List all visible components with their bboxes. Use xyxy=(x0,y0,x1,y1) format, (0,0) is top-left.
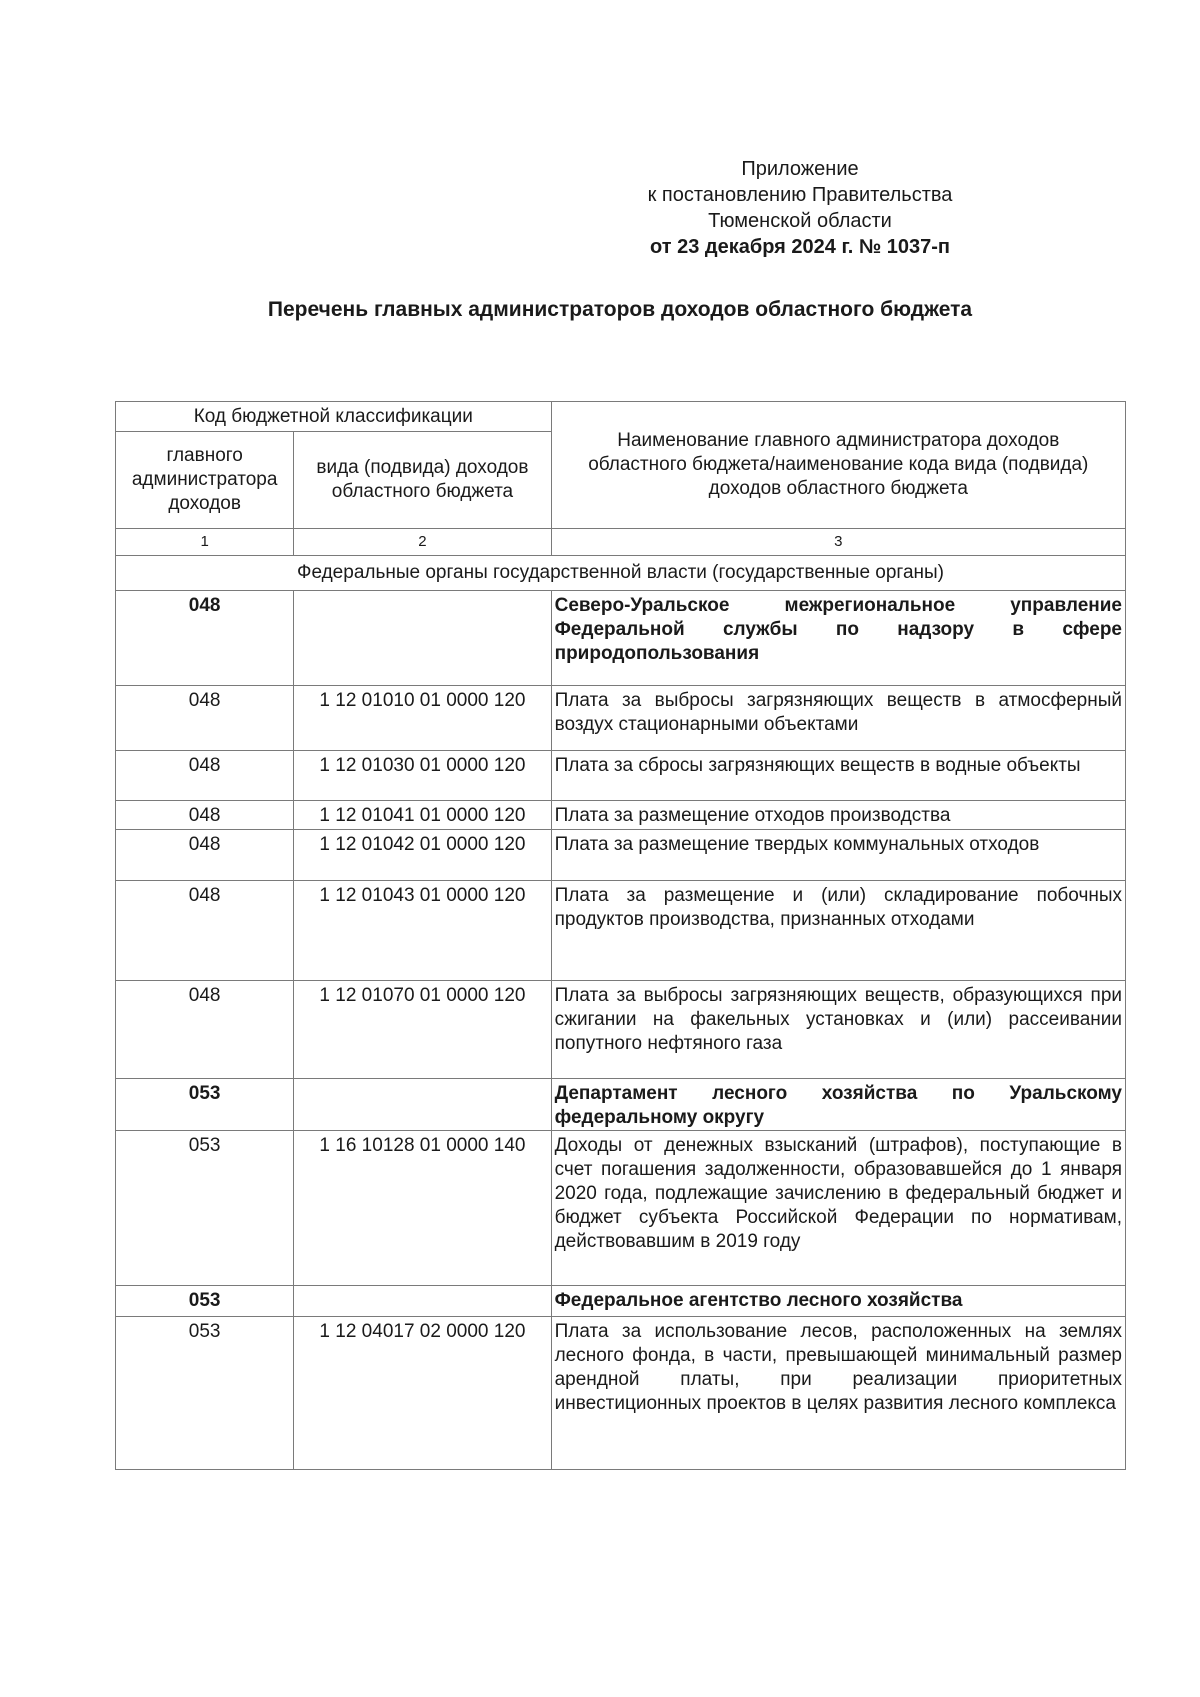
header-revenue-type: вида (подвида) доходов областного бюджета xyxy=(294,432,551,529)
table-row xyxy=(116,1131,1126,1286)
table-row xyxy=(116,1317,1126,1470)
header-line-resolution: к постановлению Правительства xyxy=(647,184,953,206)
header-main-administrator: главного администратора доходов xyxy=(116,432,294,529)
name-cell: Департамент лесного хозяйства по Уральскому федеральному округу xyxy=(551,1079,1125,1131)
admin-code-cell: 048 xyxy=(116,751,294,801)
admin-code-cell: 048 xyxy=(116,981,294,1079)
name-cell: Доходы от денежных взысканий (штрафов), поступающие в счет погашения задолженности, образовавшейся до 1 января 2020 года, подлежащие зачислению в федеральный бюджет и бюджет субъекта Российской Федерации по нормативам, действовавшим в 2019 году xyxy=(551,1131,1125,1286)
name-cell: Северо-Уральское межрегиональное управление Федеральной службы по надзору в сфере природопользования xyxy=(551,591,1125,686)
approval-header xyxy=(580,156,1020,260)
name-cell: Плата за выбросы загрязняющих веществ в атмосферный воздух стационарными объектами xyxy=(551,686,1125,751)
table-row xyxy=(116,1079,1126,1131)
name-cell: Плата за выбросы загрязняющих веществ, образующихся при сжигании на факельных установках и (или) рассеивании попутного нефтяного газа xyxy=(551,981,1125,1079)
header-line-region: Тюменской области xyxy=(708,210,892,232)
table-row xyxy=(116,686,1126,751)
revenue-code-cell xyxy=(294,1079,551,1131)
revenue-code-cell: 1 12 01030 01 0000 120 xyxy=(294,751,551,801)
revenue-code-cell: 1 12 01042 01 0000 120 xyxy=(294,830,551,881)
header-name-column: Наименование главного администратора доходов областного бюджета/наименование кода вида (подвида) доходов областного бюджета xyxy=(551,402,1125,529)
column-number: 1 xyxy=(116,529,294,556)
name-cell: Плата за размещение твердых коммунальных отходов xyxy=(551,830,1125,881)
section-title: Федеральные органы государственной власти (государственные органы) xyxy=(116,556,1126,591)
table-header-row xyxy=(116,402,1126,432)
column-number-row xyxy=(116,529,1126,556)
name-cell: Плата за размещение отходов производства xyxy=(551,801,1125,830)
name-cell: Плата за размещение и (или) складирование побочных продуктов производства, признанных отходами xyxy=(551,881,1125,981)
header-budget-classification-code: Код бюджетной классификации xyxy=(116,402,552,432)
admin-code-cell: 053 xyxy=(116,1286,294,1317)
table-row xyxy=(116,1286,1126,1317)
table-row xyxy=(116,801,1126,830)
header-line-date-number: от 23 декабря 2024 г. № 1037-п xyxy=(650,236,950,258)
revenue-code-cell: 1 12 01041 01 0000 120 xyxy=(294,801,551,830)
admin-code-cell: 053 xyxy=(116,1131,294,1286)
admin-code-cell: 048 xyxy=(116,591,294,686)
table-row xyxy=(116,751,1126,801)
revenue-code-cell: 1 16 10128 01 0000 140 xyxy=(294,1131,551,1286)
column-number: 3 xyxy=(551,529,1125,556)
table-row xyxy=(116,981,1126,1079)
name-cell: Плата за сбросы загрязняющих веществ в водные объекты xyxy=(551,751,1125,801)
document-title: Перечень главных администраторов доходов областного бюджета xyxy=(267,298,973,321)
admin-code-cell: 048 xyxy=(116,686,294,751)
admin-code-cell: 053 xyxy=(116,1079,294,1131)
revenue-code-cell: 1 12 01070 01 0000 120 xyxy=(294,981,551,1079)
admin-code-cell: 048 xyxy=(116,801,294,830)
admin-code-cell: 053 xyxy=(116,1317,294,1470)
revenue-code-cell xyxy=(294,591,551,686)
column-number: 2 xyxy=(294,529,551,556)
revenue-administrators-table xyxy=(115,401,1126,1470)
admin-code-cell: 048 xyxy=(116,881,294,981)
revenue-code-cell xyxy=(294,1286,551,1317)
revenue-code-cell: 1 12 01010 01 0000 120 xyxy=(294,686,551,751)
name-cell: Плата за использование лесов, расположенных на землях лесного фонда, в части, превышающей минимальный размер арендной платы, при реализации приоритетных инвестиционных проектов в целях развития лесного комплекса xyxy=(551,1317,1125,1470)
admin-code-cell: 048 xyxy=(116,830,294,881)
table-row xyxy=(116,591,1126,686)
table-row xyxy=(116,881,1126,981)
header-line-appendix: Приложение xyxy=(741,158,859,180)
section-row xyxy=(116,556,1126,591)
table-row xyxy=(116,830,1126,881)
revenue-code-cell: 1 12 01043 01 0000 120 xyxy=(294,881,551,981)
revenue-code-cell: 1 12 04017 02 0000 120 xyxy=(294,1317,551,1470)
name-cell: Федеральное агентство лесного хозяйства xyxy=(551,1286,1125,1317)
